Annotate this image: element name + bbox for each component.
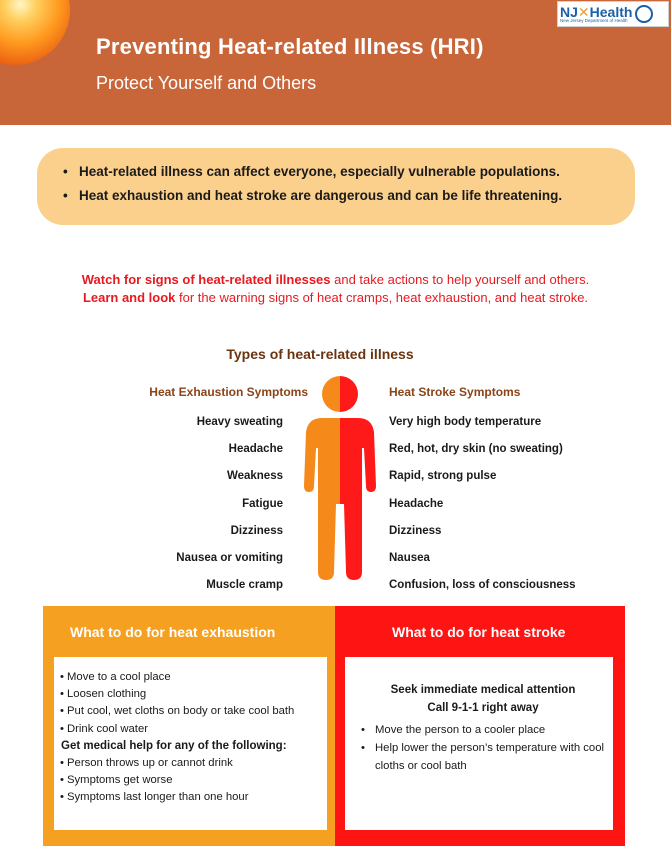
stroke-symptom: Red, hot, dry skin (no sweating) xyxy=(389,443,563,455)
exhaustion-symptoms-heading: Heat Exhaustion Symptoms xyxy=(149,385,308,399)
key-fact: • Heat exhaustion and heat stroke are dangerous and can be life threatening. xyxy=(61,184,635,208)
bullet-icon: • xyxy=(60,687,64,700)
state-seal-icon xyxy=(635,5,653,23)
call-911-text: Call 9-1-1 right away xyxy=(427,702,539,714)
stroke-symptom: Dizziness xyxy=(389,525,442,537)
intro-line-2: Learn and look for the warning signs of heat cramps, heat exhaustion, and heat stroke. xyxy=(82,290,589,305)
get-help-heading: Get medical help for any of the following: xyxy=(61,740,287,753)
bullet-icon: • xyxy=(60,671,64,683)
logo-nj: NJ xyxy=(560,3,578,20)
bullet-icon: • xyxy=(60,790,64,803)
list-item: • Help lower the person’s temperature with cool cloths or cool bath xyxy=(361,739,613,775)
stroke-symptom: Headache xyxy=(389,498,444,510)
bullet-icon: • xyxy=(60,757,64,770)
key-fact: • Heat-related illness can affect everyone, especially vulnerable populations. xyxy=(61,160,635,184)
list-item: • Symptoms last longer than one hour xyxy=(60,789,327,806)
human-figure-icon xyxy=(300,374,380,584)
list-item: • Move the person to a cooler place xyxy=(361,721,613,739)
page-title: Preventing Heat-related Illness (HRI) xyxy=(96,34,484,59)
header-banner xyxy=(0,0,671,125)
heat-stroke-actions-panel xyxy=(335,606,625,846)
bullet-icon: • xyxy=(63,164,68,179)
exhaustion-symptom: Headache xyxy=(228,443,283,455)
heat-exhaustion-actions-panel xyxy=(43,606,335,846)
exhaustion-symptom: Nausea or vomiting xyxy=(176,552,283,564)
exhaustion-symptom: Dizziness xyxy=(230,525,283,537)
seek-attention-text: Seek immediate medical attention xyxy=(390,684,576,696)
stroke-symptoms-heading: Heat Stroke Symptoms xyxy=(389,385,521,399)
list-item: • Symptoms get worse xyxy=(60,772,327,789)
bullet-icon: • xyxy=(361,742,365,754)
stroke-symptom: Rapid, strong pulse xyxy=(389,470,497,482)
bullet-icon: • xyxy=(60,723,64,736)
intro-emphasis-1: Watch for signs of heat-related illnesses xyxy=(81,272,331,287)
bullet-icon: • xyxy=(361,724,365,736)
sun-icon xyxy=(0,0,70,65)
nj-health-logo[interactable]: NJ✕Health New Jersey Department of Health xyxy=(557,1,669,27)
heat-exhaustion-actions-card xyxy=(54,657,327,830)
exhaustion-symptom: Muscle cramp xyxy=(206,579,283,591)
heat-exhaustion-actions-heading: What to do for heat exhaustion xyxy=(70,624,276,640)
heat-stroke-actions-heading: What to do for heat stroke xyxy=(392,624,566,640)
list-item: • Person throws up or cannot drink xyxy=(60,755,327,772)
types-title: Types of heat-related illness xyxy=(226,346,414,362)
list-item: • Put cool, wet cloths on body or take cool bath xyxy=(60,703,327,720)
intro-emphasis-2: Learn and look xyxy=(82,290,176,305)
stroke-symptom: Very high body temperature xyxy=(389,416,542,428)
bullet-icon: • xyxy=(60,773,64,786)
stroke-symptom: Nausea xyxy=(389,552,430,564)
exhaustion-symptom: Fatigue xyxy=(242,498,283,510)
list-item: • Drink cool water xyxy=(60,721,327,738)
page-subtitle: Protect Yourself and Others xyxy=(96,73,317,93)
logo-health: Health xyxy=(589,3,633,20)
exhaustion-symptom: Heavy sweating xyxy=(196,416,283,428)
list-item: • Loosen clothing xyxy=(60,686,327,703)
heat-stroke-actions-card xyxy=(345,657,613,830)
intro-line-1: Watch for signs of heat-related illnesses and take actions to help yourself and others. xyxy=(81,272,590,287)
list-item: • Move to a cool place xyxy=(60,669,327,686)
stroke-symptom: Confusion, loss of consciousness xyxy=(389,579,576,591)
exhaustion-symptom: Weakness xyxy=(226,470,283,482)
logo-subtitle: New Jersey Department of Health xyxy=(560,17,628,23)
bullet-icon: • xyxy=(60,704,64,717)
key-facts-box xyxy=(37,148,635,225)
bullet-icon: • xyxy=(63,188,68,203)
